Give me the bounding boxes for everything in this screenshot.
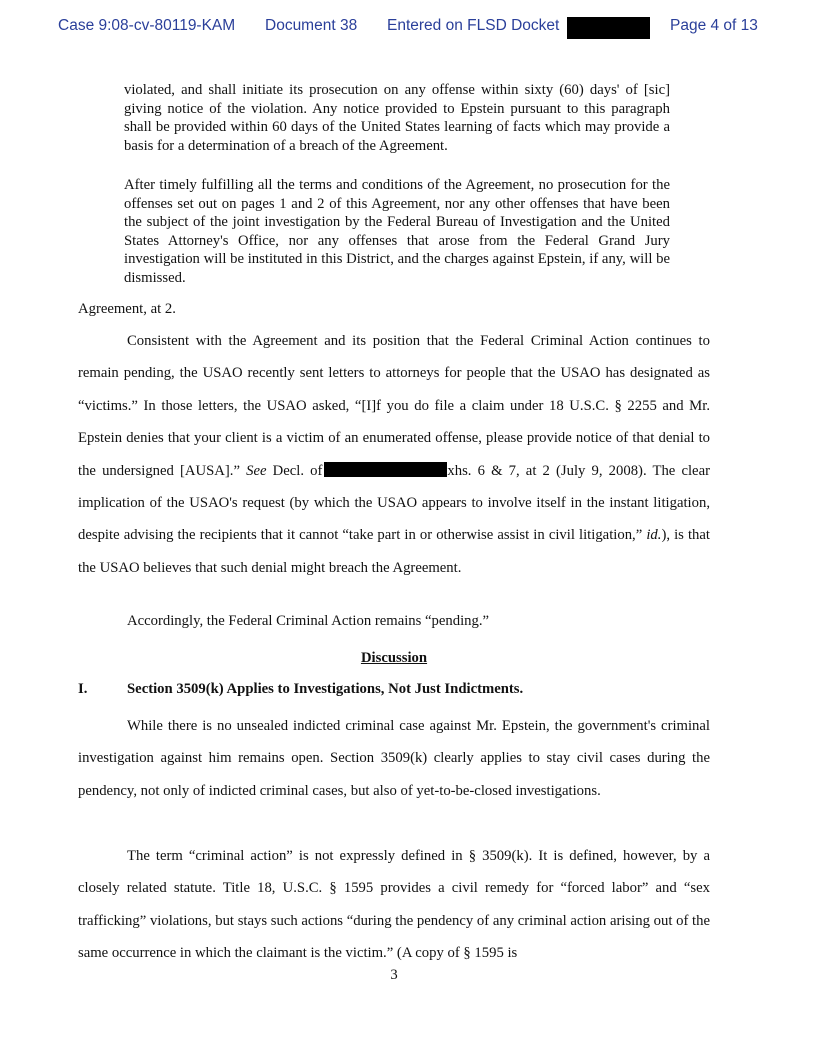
paragraph-term: The term “criminal action” is not expressly defined in § 3509(k). It is defined, however, by a closely related statute. Title 18, U.S.C. § 1595 provides a civil remedy for “forced labor” and “sex trafficking” violations, but stays such actions “during the pendency of any criminal action arising out of the same occurrence in which the claimant is the victim.” (A copy of § 1595 is bbox=[78, 848, 710, 962]
paragraph-text: Decl. of bbox=[266, 462, 323, 479]
section-number: I. bbox=[78, 681, 88, 697]
paragraph-text: xhs. 6 & 7, at 2 (July 9, 2008). The clear implication of the USAO's request (by which the USAO appears to involve itself in the instant litigation, despite advising the recipients that it cannot “take part in or otherwise assist in civil litigation,” bbox=[78, 462, 710, 544]
paragraph-while: While there is no unsealed indicted criminal case against Mr. Epstein, the government's criminal investigation against him remains open. Section 3509(k) clearly applies to stay civil cases during the pendency, not only of indicted criminal cases, but also of yet-to-be-closed investigations. bbox=[78, 718, 710, 799]
paragraph-text: Consistent with the Agreement and its position that the Federal Criminal Action continues to remain pending, the USAO recently sent letters to attorneys for people that the USAO has designated as “victims.” In those letters, the USAO asked, “[I]f you do file a claim under 18 U.S.C. § 2255 and Mr. Epstein denies that your client is a victim of an enumerated offense, please provide notice of that denial to the undersigned [AUSA].” bbox=[78, 333, 710, 479]
agreement-citation: Agreement, at 2. bbox=[78, 301, 176, 317]
section-title: Section 3509(k) Applies to Investigations, Not Just Indictments. bbox=[127, 681, 524, 697]
paragraph-consistent bbox=[78, 325, 710, 584]
block-quote-paragraph-1: violated, and shall initiate its prosecution on any offense within sixty (60) days' of [sic] giving notice of the violation. Any notice provided to Epstein pursuant to this paragraph shall be provided within 60 days of the United States learning of facts which may provide a basis for a determination of a breach of the Agreement. bbox=[124, 82, 670, 154]
page-indicator: Page 4 of 13 bbox=[670, 17, 758, 34]
paragraph-text: ), is that the USAO believes that such denial might breach the Agreement. bbox=[78, 527, 710, 576]
document-number: Document 38 bbox=[265, 17, 358, 34]
id-citation: id. bbox=[646, 527, 662, 544]
block-quote-paragraph-2: After timely fulfilling all the terms and conditions of the Agreement, no prosecution for the offenses set out on pages 1 and 2 of this Agreement, nor any other offenses that have been the subject of the joint investigation by the Federal Bureau of Investigation and the United States Attorney's Office, nor any offenses that arose from the Federal Grand Jury investigation will be instituted in this District, and the charges against Epstein, if any, will be dismissed. bbox=[124, 177, 670, 286]
page-number: 3 bbox=[390, 967, 398, 983]
see-signal: See bbox=[246, 462, 267, 479]
filing-header bbox=[0, 17, 820, 39]
docket-entry-label: Entered on FLSD Docket bbox=[387, 17, 560, 34]
case-number: Case 9:08-cv-80119-KAM bbox=[58, 17, 236, 34]
redaction-box bbox=[324, 462, 447, 477]
discussion-heading: Discussion bbox=[360, 650, 428, 666]
redaction-box bbox=[567, 17, 650, 39]
paragraph-accordingly: Accordingly, the Federal Criminal Action remains “pending.” bbox=[127, 613, 490, 629]
